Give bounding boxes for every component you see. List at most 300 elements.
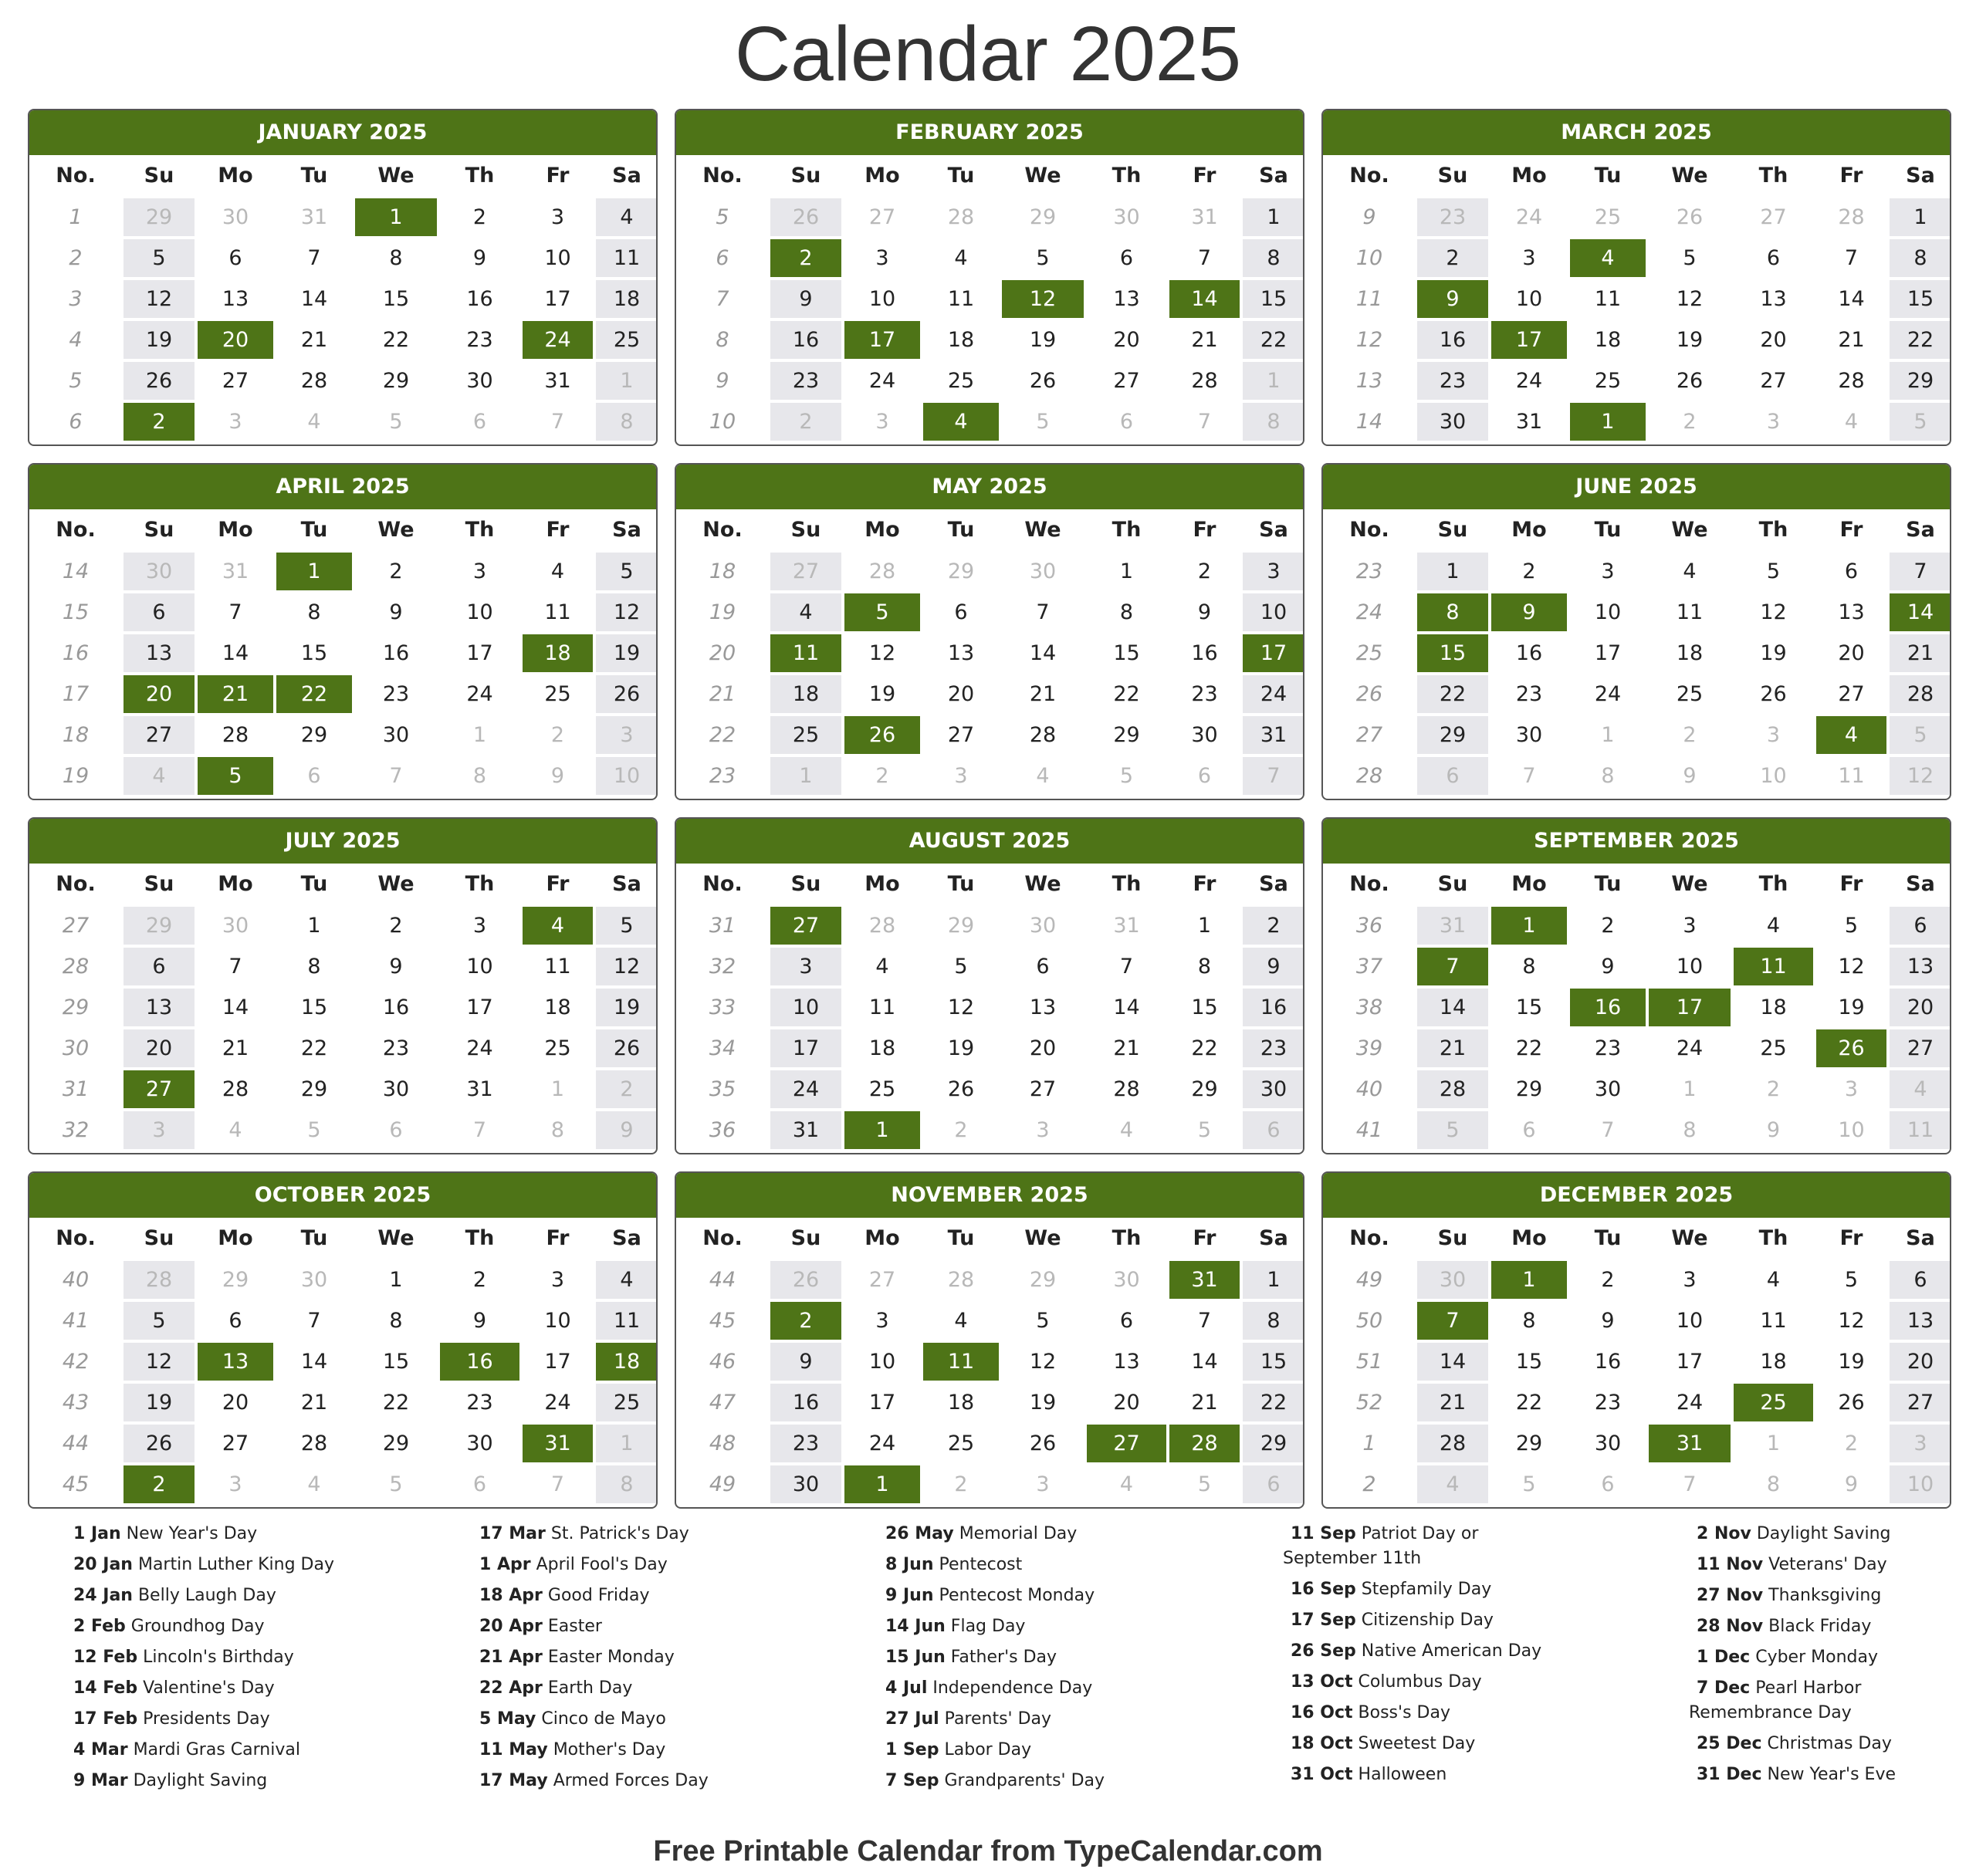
week-number: 8: [716, 328, 729, 352]
day-cell: 30: [1029, 559, 1057, 583]
day-cell: 28: [947, 205, 975, 229]
day-cell: 18: [770, 675, 841, 713]
day-cell: 12: [868, 641, 896, 665]
day-cell: 10: [868, 287, 896, 311]
week-number: 10: [1355, 246, 1383, 270]
day-cell: 5: [954, 955, 968, 979]
day-cell: 28: [1417, 1425, 1488, 1462]
week-number: 44: [62, 1432, 90, 1455]
day-cell: 18: [1594, 328, 1622, 352]
week-number: 26: [1355, 682, 1383, 706]
week-number: 49: [709, 1472, 736, 1496]
day-cell: 3: [124, 1111, 195, 1149]
day-cell: 30: [1243, 1070, 1304, 1108]
holiday-item: [885, 1677, 1092, 1700]
holiday-item: [885, 1739, 1031, 1762]
holiday-item: [1291, 1732, 1475, 1756]
holiday-day-cell: 2: [770, 1302, 841, 1340]
day-cell: 1: [307, 914, 321, 938]
day-cell: 22: [382, 1391, 410, 1415]
day-cell: 28: [1191, 369, 1218, 393]
weekday-header: Mo: [218, 872, 253, 896]
day-cell: 13: [1029, 995, 1057, 1019]
weekday-header: Sa: [1906, 872, 1935, 896]
day-cell: 1: [1243, 362, 1304, 400]
day-cell: 19: [1838, 995, 1865, 1019]
day-cell: 2: [389, 559, 403, 583]
day-cell: 19: [1029, 1391, 1057, 1415]
day-cell: 31: [466, 1077, 493, 1101]
holiday-name: Black Friday: [1768, 1617, 1872, 1636]
day-cell: 14: [1417, 1343, 1488, 1381]
holiday-day-cell: 27: [124, 1070, 195, 1108]
holiday-item: [1291, 1640, 1541, 1663]
holiday-date: 14 Jun: [885, 1617, 946, 1636]
day-cell: 3: [1766, 723, 1781, 747]
day-cell: 10: [1243, 593, 1304, 631]
day-cell: 12: [124, 1343, 195, 1381]
week-number: 20: [709, 641, 736, 665]
week-number: 33: [709, 995, 736, 1019]
day-cell: 22: [1243, 1384, 1304, 1421]
holiday-item: [73, 1739, 300, 1762]
weekday-header: Mo: [1511, 164, 1547, 188]
holiday-item: [1291, 1523, 1478, 1546]
week-number: 45: [709, 1309, 736, 1333]
day-cell: 6: [1243, 1465, 1304, 1503]
month-calendar: [675, 1171, 1304, 1509]
day-cell: 17: [868, 1391, 896, 1415]
holiday-name: Veterans' Day: [1768, 1555, 1887, 1574]
day-cell: 7: [1522, 764, 1536, 788]
week-number: 13: [1355, 369, 1383, 393]
day-cell: 18: [947, 1391, 975, 1415]
day-cell: 24: [868, 369, 896, 393]
week-number: 28: [62, 955, 90, 979]
day-cell: 28: [300, 1432, 328, 1455]
holiday-day-cell: 14: [1169, 280, 1240, 318]
holiday-date: 18 Oct: [1291, 1734, 1353, 1753]
holiday-date: 12 Feb: [73, 1648, 138, 1667]
weekday-header: Th: [1758, 518, 1788, 542]
day-cell: 26: [770, 1261, 841, 1299]
day-cell: 24: [1594, 682, 1622, 706]
weekday-header: Th: [1112, 872, 1142, 896]
holiday-item: [73, 1553, 334, 1577]
holiday-item: [479, 1553, 668, 1577]
day-cell: 15: [1890, 280, 1951, 318]
week-number: 32: [709, 955, 736, 979]
holiday-date: 20 Jan: [73, 1555, 133, 1574]
holiday-item: [479, 1677, 632, 1700]
week-number: 19: [709, 600, 736, 624]
day-cell: 15: [1113, 641, 1140, 665]
day-cell: 6: [1601, 1472, 1615, 1496]
holiday-date: 17 Feb: [73, 1709, 138, 1729]
day-cell: 28: [124, 1261, 195, 1299]
day-cell: 26: [1029, 1432, 1057, 1455]
weekday-header: Tu: [947, 1226, 975, 1250]
holiday-name: Flag Day: [950, 1617, 1026, 1636]
day-cell: 5: [1890, 716, 1951, 754]
day-cell: 3: [1890, 1425, 1951, 1462]
holiday-item: [479, 1646, 675, 1669]
day-cell: 2: [1243, 907, 1304, 945]
holiday-name: Patriot Day or: [1361, 1524, 1479, 1543]
day-cell: 7: [472, 1118, 487, 1142]
day-cell: 2: [1417, 239, 1488, 277]
holiday-item: [885, 1770, 1105, 1793]
weekday-header: Su: [1437, 872, 1468, 896]
holiday-day-cell: 11: [923, 1343, 999, 1381]
day-cell: 26: [1676, 205, 1704, 229]
holiday-day-cell: 2: [770, 239, 841, 277]
holiday-date: 8 Jun: [885, 1555, 934, 1574]
holiday-item: [1697, 1523, 1891, 1546]
holiday-name: Earth Day: [547, 1678, 633, 1698]
week-number: 45: [62, 1472, 90, 1496]
holiday-item: [1697, 1646, 1878, 1669]
day-cell: 10: [544, 246, 571, 270]
week-number: 10: [709, 410, 736, 434]
weekday-header: Sa: [1906, 1226, 1935, 1250]
holiday-item: [479, 1615, 602, 1638]
day-cell: 4: [1683, 559, 1697, 583]
week-number: 28: [1355, 764, 1383, 788]
day-cell: 4: [1844, 410, 1859, 434]
holiday-date: 4 Mar: [73, 1740, 128, 1759]
day-cell: 22: [1243, 321, 1304, 359]
holiday-date: 7 Dec: [1697, 1678, 1751, 1698]
holiday-date: 1 Jan: [73, 1524, 121, 1543]
weekday-header: Su: [144, 518, 174, 542]
month-title: SEPTEMBER 2025: [1323, 819, 1950, 864]
day-cell: 2: [550, 723, 565, 747]
week-number: 9: [716, 369, 729, 393]
week-number-header: No.: [56, 164, 96, 188]
weekday-header: Su: [1437, 1226, 1468, 1250]
day-cell: 27: [222, 1432, 249, 1455]
day-cell: 8: [1766, 1472, 1781, 1496]
week-number: 41: [62, 1309, 90, 1333]
day-cell: 8: [1683, 1118, 1697, 1142]
day-cell: 12: [1676, 287, 1704, 311]
holiday-day-cell: 26: [1816, 1029, 1886, 1067]
day-cell: 1: [1890, 198, 1951, 236]
holiday-date: 1 Sep: [885, 1740, 939, 1759]
day-cell: 22: [1515, 1391, 1543, 1415]
week-number: 48: [709, 1432, 736, 1455]
day-cell: 3: [596, 716, 658, 754]
holiday-day-cell: 1: [1491, 907, 1567, 945]
holiday-day-cell: 1: [1570, 403, 1646, 441]
holiday-name: Native American Day: [1361, 1641, 1542, 1661]
holiday-name: Stepfamily Day: [1361, 1580, 1492, 1599]
day-cell: 3: [1036, 1118, 1050, 1142]
day-cell: 3: [1601, 559, 1615, 583]
week-number: 31: [62, 1077, 90, 1101]
weekday-header: Mo: [864, 1226, 900, 1250]
day-cell: 27: [868, 1268, 896, 1292]
week-number: 23: [1355, 559, 1383, 583]
day-cell: 4: [596, 198, 658, 236]
holiday-name: New Year's Day: [126, 1524, 258, 1543]
day-cell: 13: [1838, 600, 1865, 624]
day-cell: 16: [1515, 641, 1543, 665]
day-cell: 27: [124, 716, 195, 754]
holiday-date: 2 Nov: [1697, 1524, 1751, 1543]
day-cell: 22: [1113, 682, 1140, 706]
day-cell: 19: [1838, 1350, 1865, 1374]
month-calendar: [1321, 1171, 1951, 1509]
week-number: 52: [1355, 1391, 1383, 1415]
day-cell: 23: [1594, 1036, 1622, 1060]
day-cell: 26: [596, 1029, 658, 1067]
holiday-day-cell: 12: [1002, 280, 1084, 318]
day-cell: 22: [382, 328, 410, 352]
day-cell: 23: [382, 682, 410, 706]
day-cell: 16: [1417, 321, 1488, 359]
day-cell: 28: [868, 559, 896, 583]
weekday-header: Fr: [1839, 164, 1863, 188]
day-cell: 10: [770, 989, 841, 1026]
day-cell: 31: [1113, 914, 1140, 938]
holiday-item: [73, 1523, 257, 1546]
month-calendar: [675, 817, 1304, 1154]
day-cell: 23: [382, 1036, 410, 1060]
day-cell: 7: [1683, 1472, 1697, 1496]
day-cell: 27: [947, 723, 975, 747]
day-cell: 21: [1191, 328, 1218, 352]
day-cell: 21: [1417, 1384, 1488, 1421]
day-cell: 11: [1890, 1111, 1951, 1149]
day-cell: 26: [1029, 369, 1057, 393]
weekday-header: Tu: [1594, 872, 1622, 896]
day-cell: 31: [544, 369, 571, 393]
day-cell: 5: [1417, 1111, 1488, 1149]
holiday-day-cell: 9: [1491, 593, 1567, 631]
holiday-item: [885, 1553, 1022, 1577]
day-cell: 20: [1113, 328, 1140, 352]
day-cell: 24: [466, 682, 493, 706]
day-cell: 14: [1838, 287, 1865, 311]
weekday-header: Th: [1112, 164, 1142, 188]
day-cell: 23: [1515, 682, 1543, 706]
day-cell: 23: [1594, 1391, 1622, 1415]
day-cell: 6: [228, 1309, 242, 1333]
holiday-day-cell: 1: [844, 1465, 920, 1503]
day-cell: 14: [1191, 1350, 1218, 1374]
day-cell: 31: [1243, 716, 1304, 754]
day-cell: 14: [1417, 989, 1488, 1026]
holiday-date: 1 Apr: [479, 1555, 531, 1574]
week-number-header: No.: [56, 1226, 96, 1250]
holiday-day-cell: 17: [1491, 321, 1567, 359]
day-cell: 3: [875, 246, 889, 270]
day-cell: 5: [1522, 1472, 1536, 1496]
day-cell: 1: [1243, 1261, 1304, 1299]
day-cell: 9: [389, 600, 403, 624]
day-cell: 23: [770, 362, 841, 400]
day-cell: 20: [1760, 328, 1787, 352]
week-number: 27: [1355, 723, 1383, 747]
weekday-header: We: [1671, 1226, 1708, 1250]
weekday-header: We: [1024, 1226, 1061, 1250]
holiday-date: 17 Sep: [1291, 1611, 1356, 1630]
day-cell: 25: [770, 716, 841, 754]
week-number-header: No.: [1349, 164, 1389, 188]
month-calendar: [1321, 109, 1951, 446]
week-number: 43: [62, 1391, 90, 1415]
day-cell: 5: [1890, 403, 1951, 441]
holiday-item: [885, 1584, 1095, 1607]
day-cell: 15: [1191, 995, 1218, 1019]
day-cell: 10: [1594, 600, 1622, 624]
day-cell: 4: [1766, 914, 1781, 938]
day-cell: 3: [1522, 246, 1536, 270]
day-cell: 29: [382, 1432, 410, 1455]
holiday-name: Martin Luther King Day: [137, 1555, 334, 1574]
holiday-day-cell: 1: [355, 198, 437, 236]
day-cell: 24: [868, 1432, 896, 1455]
day-cell: 10: [596, 757, 658, 795]
holiday-name: Pentecost: [939, 1555, 1023, 1574]
day-cell: 28: [300, 369, 328, 393]
day-cell: 4: [307, 1472, 321, 1496]
week-number: 7: [716, 287, 729, 311]
day-cell: 7: [1197, 1309, 1212, 1333]
day-cell: 1: [1119, 559, 1134, 583]
day-cell: 2: [1522, 559, 1536, 583]
day-cell: 4: [1119, 1472, 1134, 1496]
week-number: 1: [69, 205, 83, 229]
day-cell: 6: [1036, 955, 1050, 979]
day-cell: 3: [1683, 914, 1697, 938]
holiday-item: [73, 1677, 275, 1700]
holiday-day-cell: 14: [1890, 593, 1951, 631]
holiday-day-cell: 4: [1816, 716, 1886, 754]
day-cell: 19: [124, 321, 195, 359]
week-number: 5: [716, 205, 729, 229]
weekday-header: We: [1671, 164, 1708, 188]
day-cell: 4: [954, 1309, 968, 1333]
day-cell: 2: [954, 1118, 968, 1142]
weekday-header: We: [1024, 872, 1061, 896]
day-cell: 11: [947, 287, 975, 311]
day-cell: 14: [1113, 995, 1140, 1019]
day-cell: 3: [550, 1268, 565, 1292]
day-cell: 30: [222, 205, 249, 229]
day-cell: 13: [1890, 948, 1951, 985]
day-cell: 4: [124, 757, 195, 795]
holiday-date: 15 Jun: [885, 1648, 946, 1667]
holiday-name: Daylight Saving: [1756, 1524, 1891, 1543]
holiday-date: 1 Dec: [1697, 1648, 1751, 1667]
day-cell: 14: [300, 1350, 328, 1374]
day-cell: 8: [1601, 764, 1615, 788]
day-cell: 5: [1197, 1472, 1212, 1496]
month-title: OCTOBER 2025: [29, 1173, 656, 1218]
day-cell: 6: [124, 593, 195, 631]
day-cell: 25: [868, 1077, 896, 1101]
day-cell: 20: [1838, 641, 1865, 665]
day-cell: 18: [947, 328, 975, 352]
day-cell: 16: [1243, 989, 1304, 1026]
day-cell: 14: [222, 995, 249, 1019]
day-cell: 3: [875, 1309, 889, 1333]
weekday-header: We: [1671, 518, 1708, 542]
holiday-date: 14 Feb: [73, 1678, 138, 1698]
week-number: 12: [1355, 328, 1383, 352]
day-cell: 27: [1760, 205, 1787, 229]
day-cell: 30: [1515, 723, 1543, 747]
weekday-header: Th: [1758, 872, 1788, 896]
day-cell: 28: [1838, 369, 1865, 393]
holiday-day-cell: 11: [1734, 948, 1813, 985]
day-cell: 23: [1243, 1029, 1304, 1067]
day-cell: 8: [389, 246, 403, 270]
holiday-item: [73, 1708, 270, 1731]
day-cell: 4: [875, 955, 889, 979]
day-cell: 30: [770, 1465, 841, 1503]
holiday-name: Memorial Day: [959, 1524, 1078, 1543]
holiday-name: Pearl Harbor: [1755, 1678, 1862, 1698]
holiday-item: [479, 1708, 666, 1731]
weekday-header: Th: [1112, 518, 1142, 542]
day-cell: 5: [1197, 1118, 1212, 1142]
weekday-header: Fr: [1839, 1226, 1863, 1250]
weekday-header: Fr: [546, 518, 570, 542]
holiday-name: Groundhog Day: [130, 1617, 265, 1636]
holiday-date: 28 Nov: [1697, 1617, 1764, 1636]
week-number-header: No.: [702, 164, 743, 188]
holiday-name: Boss's Day: [1358, 1703, 1450, 1722]
day-cell: 6: [472, 1472, 487, 1496]
holiday-day-cell: 16: [440, 1343, 519, 1381]
day-cell: 3: [1844, 1077, 1859, 1101]
day-cell: 30: [124, 553, 195, 590]
holiday-date: 17 Mar: [479, 1524, 546, 1543]
day-cell: 28: [947, 1268, 975, 1292]
day-cell: 3: [1766, 410, 1781, 434]
day-cell: 9: [389, 955, 403, 979]
day-cell: 28: [1838, 205, 1865, 229]
holiday-name: Independence Day: [932, 1678, 1093, 1698]
day-cell: 22: [300, 1036, 328, 1060]
holiday-day-cell: 15: [1417, 634, 1488, 672]
day-cell: 16: [466, 287, 493, 311]
holiday-date: 31 Oct: [1291, 1765, 1353, 1784]
month-calendar: [1321, 817, 1951, 1154]
weekday-header: Tu: [947, 164, 975, 188]
day-cell: 25: [544, 1036, 571, 1060]
day-cell: 21: [300, 328, 328, 352]
day-cell: 4: [1417, 1465, 1488, 1503]
weekday-header: Sa: [612, 518, 641, 542]
day-cell: 15: [1515, 995, 1543, 1019]
week-number-header: No.: [56, 872, 96, 896]
holiday-item: [1291, 1763, 1446, 1786]
week-number: 46: [709, 1350, 736, 1374]
footer-credit: Free Printable Calendar from TypeCalendar.com: [653, 1835, 1323, 1868]
day-cell: 11: [544, 955, 571, 979]
day-cell: 19: [1676, 328, 1704, 352]
month-calendar: [28, 817, 658, 1154]
holiday-date: 17 May: [479, 1771, 548, 1790]
weekday-header: Tu: [1594, 164, 1622, 188]
day-cell: 26: [596, 675, 658, 713]
holiday-date: 9 Mar: [73, 1771, 128, 1790]
